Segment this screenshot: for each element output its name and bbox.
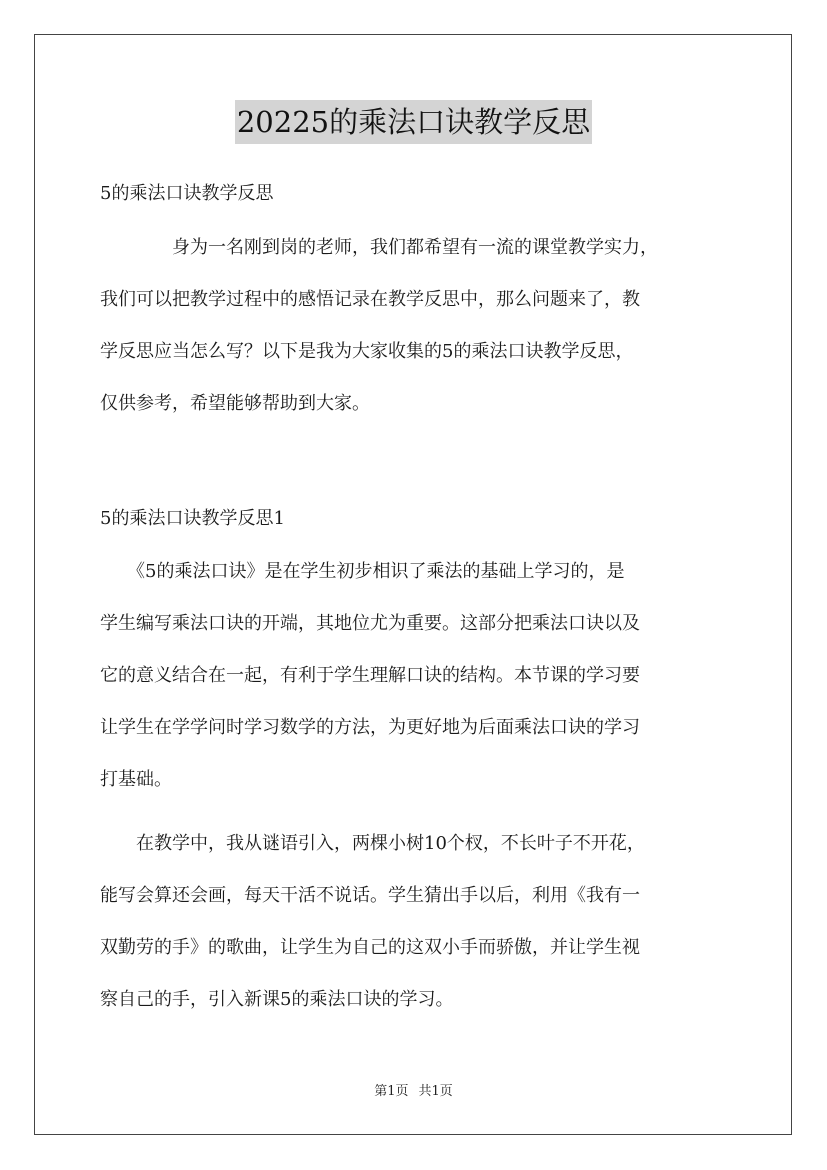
paragraph-line: 能写会算还会画，每天干活不说话。学生猜出手以后，利用《我有一 <box>100 885 640 906</box>
intro-line: 学反思应当怎么写？以下是我为大家收集的5的乘法口诀教学反思， <box>100 341 634 362</box>
intro-paragraph <box>100 230 732 438</box>
paragraph-line: 学生编写乘法口诀的开端，其地位尤为重要。这部分把乘法口诀以及 <box>100 613 640 634</box>
paragraph-line: 在教学中，我从谜语引入，两棵小树10个杈，不长叶子不开花， <box>100 833 645 854</box>
paragraph-line: 《5的乘法口诀》是在学生初步相识了乘法的基础上学习的，是 <box>100 561 625 582</box>
document-title: 20225的乘法口诀教学反思 <box>235 100 592 144</box>
document-subtitle: 5的乘法口诀教学反思 <box>100 183 274 204</box>
intro-line: 身为一名刚到岗的老师，我们都希望有一流的课堂教学实力， <box>100 237 658 258</box>
paragraph-2 <box>100 826 732 1034</box>
page-total: 共1页 <box>418 1084 453 1099</box>
page-number: 第1页 <box>374 1084 409 1099</box>
paragraph-line: 打基础。 <box>100 769 172 790</box>
paragraph-line: 察自己的手，引入新课5的乘法口诀的学习。 <box>100 989 454 1010</box>
paragraph-line: 双勤劳的手》的歌曲，让学生为自己的这双小手而骄傲，并让学生视 <box>100 937 640 958</box>
paragraph-1 <box>100 554 732 814</box>
intro-line: 仅供参考，希望能够帮助到大家。 <box>100 393 370 414</box>
page-footer <box>0 1083 827 1101</box>
intro-line: 我们可以把教学过程中的感悟记录在教学反思中，那么问题来了，教 <box>100 289 640 310</box>
title-container <box>0 100 827 144</box>
paragraph-line: 让学生在学学问时学习数学的方法，为更好地为后面乘法口诀的学习 <box>100 717 640 738</box>
section-heading: 5的乘法口诀教学反思1 <box>100 508 285 529</box>
paragraph-line: 它的意义结合在一起，有利于学生理解口诀的结构。本节课的学习要 <box>100 665 640 686</box>
